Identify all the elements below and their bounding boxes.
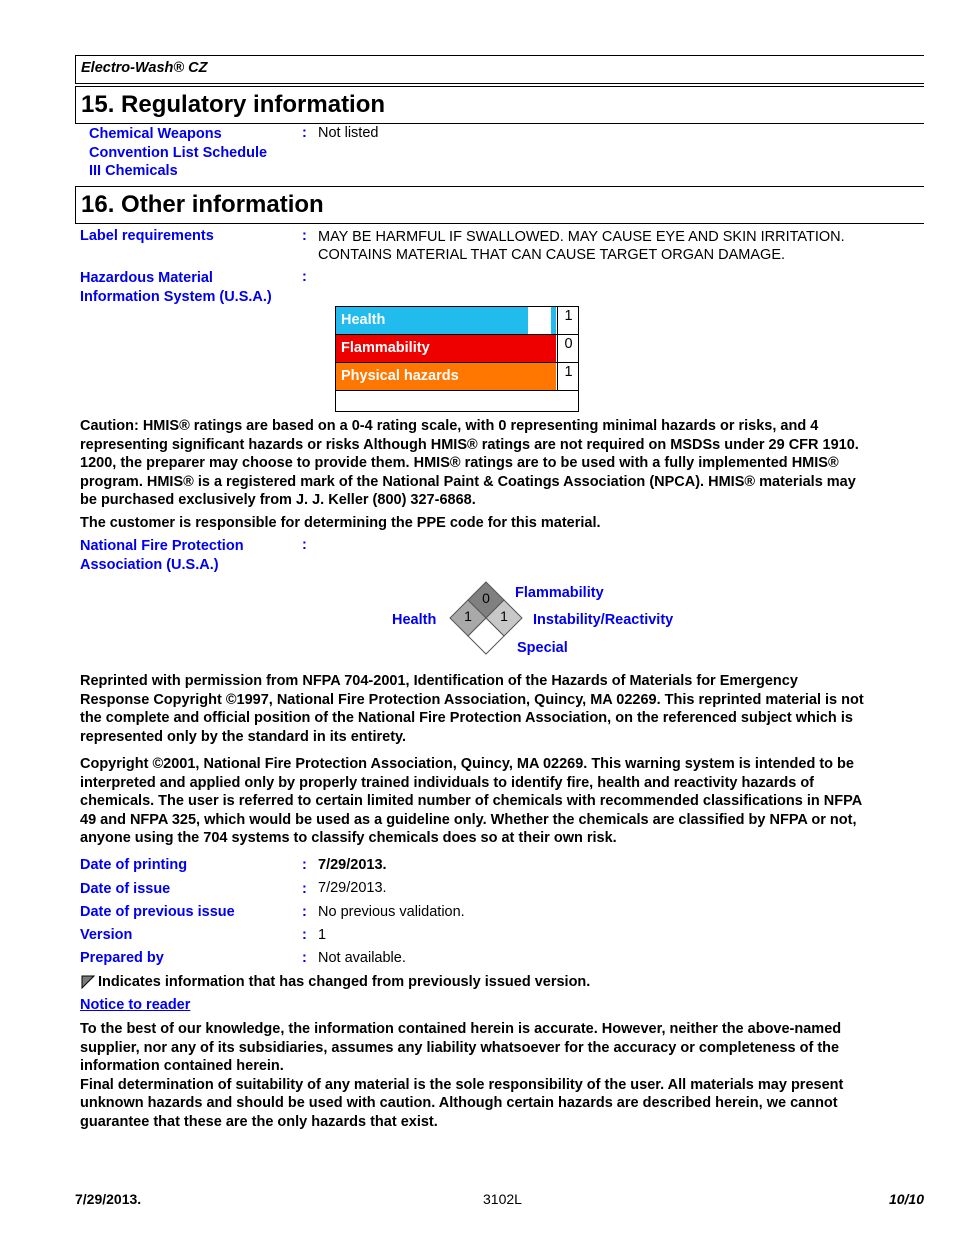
cwc-label-line: Chemical Weapons: [89, 126, 222, 142]
section-16-title: 16. Other information: [81, 191, 324, 218]
reprint-line: the complete and official position of the National Fire Protection Association, on the referenced subject which is: [80, 710, 853, 726]
cwc-label-line: Convention List Schedule: [89, 144, 268, 161]
copyright-line: 49 and NFPA 325, which would be used as a guideline only. Whether the chemicals are classified by NFPA or not,: [80, 811, 857, 828]
copyright-line: Copyright ©2001, National Fire Protection Association, Quincy, MA 02269. This warning system is intended to be: [80, 756, 854, 772]
version-value: 1: [318, 927, 327, 943]
colon: :: [302, 269, 307, 285]
nfpa-diamond: [446, 580, 526, 660]
nfpa-health-value: 1: [464, 608, 472, 624]
notice-line: supplier, nor any of its subsidiaries, assumes any liability whatsoever for the accuracy or completeness of the: [80, 1039, 840, 1056]
notice-line: To the best of our knowledge, the information contained herein is accurate. However, neither the above-named: [80, 1021, 842, 1037]
product-header: [75, 55, 924, 84]
notice-line: information contained herein.: [80, 1058, 284, 1074]
caution-line: be purchased exclusively from J. J. Keller (800) 327-6868.: [80, 492, 476, 508]
reprint-line: Response Copyright ©1997, National Fire Protection Association, Quincy, MA 02269. This reprinted material is not: [80, 691, 864, 708]
nfpa-special-label: Special: [517, 640, 568, 656]
hmis-label-line: Information System (U.S.A.): [80, 288, 272, 305]
hmis-flammability-label: Flammability: [336, 335, 556, 362]
date-of-printing-value: 7/29/2013.: [318, 857, 387, 873]
nfpa-label-line: Association (U.S.A.): [80, 556, 219, 573]
hmis-physical-hazards-label: Physical hazards: [336, 363, 556, 390]
hmis-label-line: Hazardous Material: [80, 270, 213, 286]
caution-line: Caution: HMIS® ratings are based on a 0-4 rating scale, with 0 representing minimal hazards or risks, and 4: [80, 418, 819, 434]
cwc-value: Not listed: [318, 125, 379, 141]
nfpa-reprint-paragraph: [80, 672, 920, 746]
nfpa-copyright-paragraph: [80, 755, 920, 848]
colon: :: [302, 881, 307, 897]
date-of-previous-issue-value: No previous validation.: [318, 904, 465, 920]
label-requirements-line: MAY BE HARMFUL IF SWALLOWED. MAY CAUSE EYE AND SKIN IRRITATION.: [318, 229, 845, 245]
hmis-flammability-value: 0: [557, 335, 579, 362]
nfpa-label-line: National Fire Protection: [80, 538, 244, 554]
copyright-line: interpreted and applied only by properly trained individuals to identify fire, health and reactivity hazards of: [80, 774, 814, 791]
section-15-title: 15. Regulatory information: [81, 91, 386, 118]
cwc-label-line: III Chemicals: [89, 163, 178, 179]
date-of-issue-value: 7/29/2013.: [318, 880, 387, 896]
notice-line: Final determination of suitability of any material is the sole responsibility of the user. All materials may present: [80, 1076, 844, 1093]
changed-note: Indicates information that has changed from previously issued version.: [98, 974, 591, 990]
caution-line: program. HMIS® is a registered mark of the National Paint & Coatings Association (NPCA). HMIS® materials may: [80, 473, 856, 490]
colon: :: [302, 125, 307, 141]
cwc-label: [89, 125, 267, 181]
date-of-previous-issue-label: Date of previous issue: [80, 904, 235, 920]
hmis-health-bar: [551, 307, 556, 334]
copyright-line: chemicals. The user is referred to certain limited number of chemicals with recommended classifications in NFPA: [80, 793, 863, 809]
hmis-health-value: 1: [557, 307, 579, 334]
notice-to-reader-link[interactable]: Notice to reader: [80, 997, 191, 1013]
product-name: Electro-Wash® CZ: [81, 60, 208, 76]
copyright-line: anyone using the 704 systems to classify chemicals does so at their own risk.: [80, 830, 617, 846]
hmis-physical-hazards-value: 1: [557, 363, 579, 390]
colon: :: [302, 904, 307, 920]
section-15-header: [75, 86, 924, 124]
ppe-note: The customer is responsible for determining the PPE code for this material.: [80, 515, 601, 531]
colon: :: [302, 927, 307, 943]
footer-code: 3102L: [483, 1191, 522, 1207]
changed-marker-icon: [81, 975, 95, 989]
colon: :: [302, 537, 307, 553]
reprint-line: represented only by the standard in its entirety.: [80, 728, 407, 745]
prepared-by-label: Prepared by: [80, 950, 164, 966]
section-16-header: [75, 186, 924, 224]
caution-line: representing significant hazards or risks Although HMIS® ratings are not required on MSDSs under 29 CFR 1910.: [80, 436, 859, 453]
colon: :: [302, 228, 307, 244]
prepared-by-value: Not available.: [318, 950, 406, 966]
version-label: Version: [80, 927, 133, 943]
nfpa-instability-value: 1: [500, 608, 508, 624]
hmis-row-divider: [336, 390, 579, 391]
colon: :: [302, 857, 307, 873]
colon: :: [302, 950, 307, 966]
label-requirements-label: Label requirements: [80, 228, 214, 244]
hmis-rating-table: [335, 306, 579, 412]
nfpa-label: [80, 537, 244, 574]
date-of-printing-label: Date of printing: [80, 857, 188, 873]
caution-line: 1200, the preparer may choose to provide them. HMIS® ratings are to be used with a fully implemented HMIS®: [80, 455, 839, 471]
nfpa-instability-label: Instability/Reactivity: [533, 612, 674, 628]
hmis-health-label: Health: [336, 307, 528, 334]
reprint-line: Reprinted with permission from NFPA 704-2001, Identification of the Hazards of Materials for Emergency: [80, 673, 798, 689]
notice-line: unknown hazards and should be used with caution. Although certain hazards are described herein, we cannot: [80, 1095, 838, 1111]
hmis-label: [80, 269, 272, 306]
notice-line: guarantee that these are the only hazards that exist.: [80, 1113, 438, 1130]
label-requirements-line: CONTAINS MATERIAL THAT CAN CAUSE TARGET ORGAN DAMAGE.: [318, 247, 786, 263]
label-requirements-value: [318, 228, 845, 264]
date-of-issue-label: Date of issue: [80, 881, 171, 897]
nfpa-flammability-label: Flammability: [515, 585, 604, 601]
nfpa-flammability-value: 0: [482, 590, 490, 606]
footer-date: 7/29/2013.: [75, 1191, 142, 1207]
hmis-caution-paragraph: [80, 417, 920, 510]
footer-page-number: 10/10: [888, 1191, 924, 1207]
notice-paragraph: [80, 1020, 920, 1131]
nfpa-health-label: Health: [392, 612, 437, 628]
